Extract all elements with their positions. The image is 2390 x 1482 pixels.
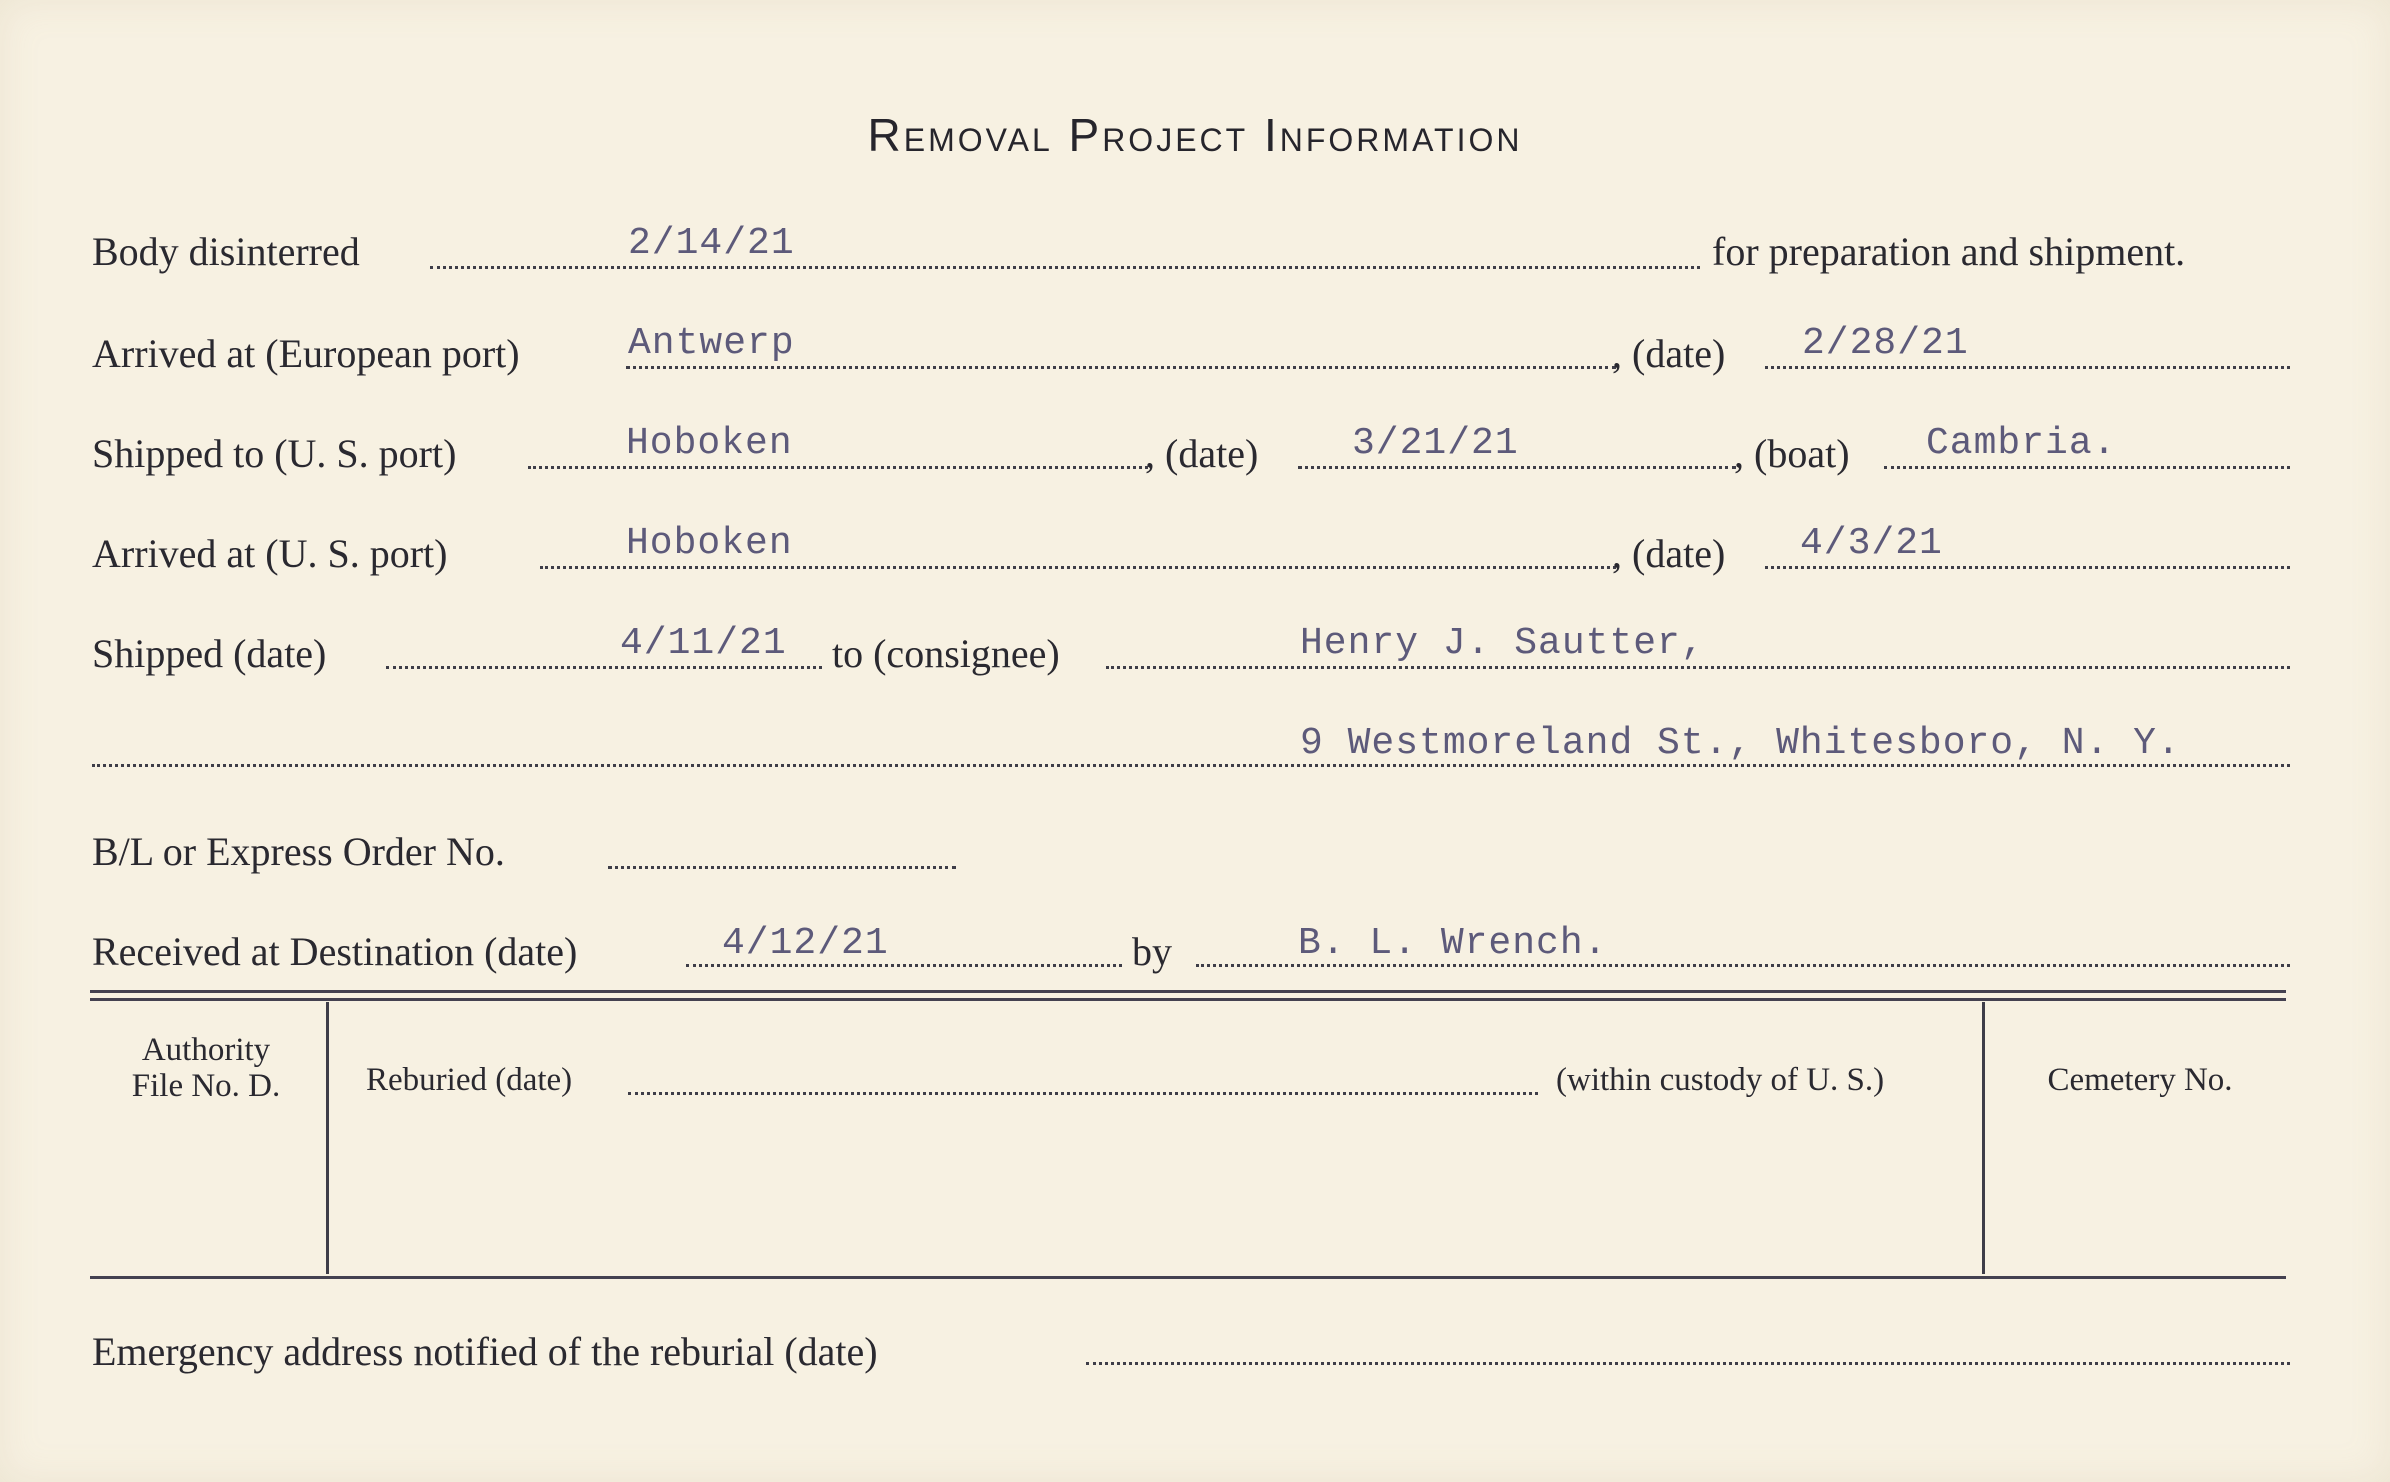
table-divider-right	[1982, 1002, 1985, 1274]
body-disinterred-value[interactable]: 2/14/21	[628, 222, 795, 265]
consignee-address[interactable]: 9 Westmoreland St., Whitesboro, N. Y.	[1300, 722, 2181, 765]
bl-label: B/L or Express Order No.	[92, 829, 505, 874]
boat-label: , (boat)	[1734, 431, 1850, 476]
received-label: Received at Destination (date)	[92, 929, 578, 974]
arrived-european-line	[626, 366, 1616, 369]
cemetery-label: Cemetery No.	[2047, 1062, 2233, 1098]
boat-line	[1884, 466, 2290, 469]
custody-label: (within custody of U. S.)	[1556, 1062, 1885, 1098]
reburied-label: Reburied (date)	[366, 1062, 573, 1098]
shipped-us-date-label: , (date)	[1145, 431, 1259, 476]
shipped-us-label: Shipped to (U. S. port)	[92, 431, 457, 476]
reburied-line	[628, 1092, 1538, 1095]
shipped-date-value[interactable]: 4/11/21	[620, 622, 787, 665]
shipped-us-line	[528, 466, 1148, 469]
authority-line-1: Authority	[141, 1032, 271, 1068]
shipped-date-line	[386, 666, 822, 669]
preparation-suffix: for preparation and shipment.	[1712, 229, 2186, 274]
arrived-european-date[interactable]: 2/28/21	[1802, 322, 1969, 365]
emergency-line	[1086, 1362, 2290, 1365]
body-disinterred-line	[430, 266, 1700, 269]
consignee-label: to (consignee)	[832, 631, 1060, 676]
body-disinterred-label: Body disinterred	[92, 229, 360, 274]
table-bottom-rule	[90, 1276, 2286, 1279]
arrived-european-date-line	[1765, 366, 2290, 369]
by-label: by	[1132, 929, 1172, 974]
table-top-rule-1	[90, 990, 2286, 993]
authority-line-2: File No. D.	[131, 1068, 281, 1104]
consignee-line	[1106, 666, 2290, 669]
received-value[interactable]: 4/12/21	[722, 922, 889, 965]
received-by[interactable]: B. L. Wrench.	[1298, 922, 1608, 965]
arrived-us-label: Arrived at (U. S. port)	[92, 531, 448, 576]
table-top-rule-2	[90, 998, 2286, 1001]
bl-line	[608, 866, 956, 869]
shipped-us-value[interactable]: Hoboken	[626, 422, 793, 465]
arrived-us-date-label: , (date)	[1612, 531, 1726, 576]
shipped-us-date[interactable]: 3/21/21	[1352, 422, 1519, 465]
table-divider-left	[326, 1002, 329, 1274]
arrived-us-date[interactable]: 4/3/21	[1800, 522, 1943, 565]
emergency-label: Emergency address notified of the reburial (date)	[92, 1329, 878, 1374]
arrived-us-date-line	[1765, 566, 2290, 569]
arrived-european-label: Arrived at (European port)	[92, 331, 520, 376]
arrived-us-value[interactable]: Hoboken	[626, 522, 793, 565]
arrived-us-line	[540, 566, 1616, 569]
arrived-european-date-label: , (date)	[1612, 331, 1726, 376]
shipped-us-date-line	[1298, 466, 1736, 469]
form-title: Removal Project Information	[867, 109, 1523, 161]
consignee-name[interactable]: Henry J. Sautter,	[1300, 622, 1705, 665]
arrived-european-value[interactable]: Antwerp	[628, 322, 795, 365]
boat-value[interactable]: Cambria.	[1926, 422, 2117, 465]
shipped-date-label: Shipped (date)	[92, 631, 327, 676]
